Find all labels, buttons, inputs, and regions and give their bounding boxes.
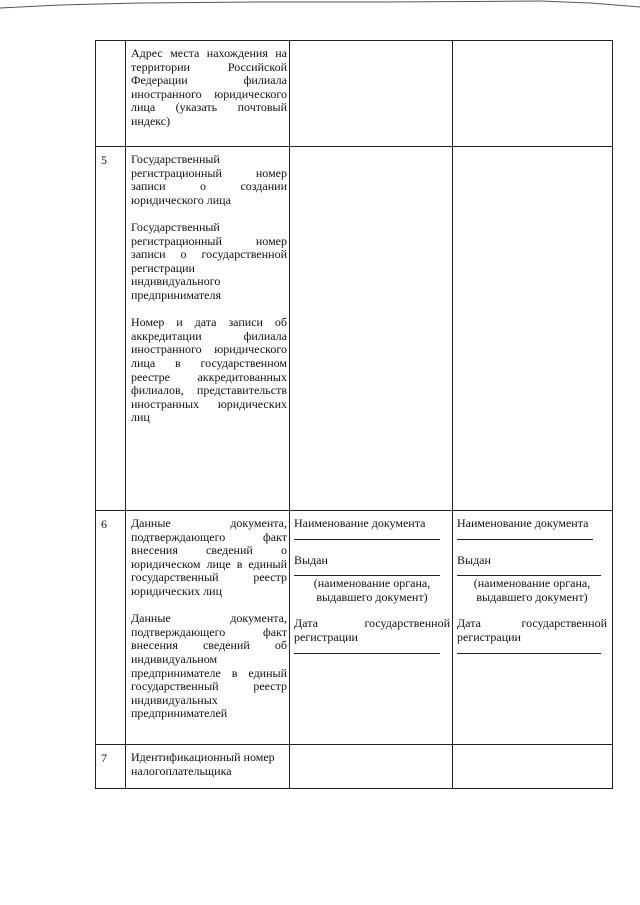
reg-date-word: государственной [521,616,607,631]
reg-date-line[interactable] [294,645,440,654]
document-name-line[interactable] [294,531,440,540]
issued-label: Выдан [294,552,328,567]
description-text: Идентификационный номер налогоплательщика [131,750,275,778]
document-name-label: Наименование документа [457,516,589,530]
reg-date-word: государственной [364,616,450,631]
reg-date-label [294,617,450,631]
row-description [131,153,287,425]
row-description [131,517,287,721]
document-fields-column-3 [294,517,450,654]
description-text: Данные документа, подтверждающего факт внесения сведений об индивидуальном предпринимателе в единый государственный реестр индивидуальных предпринимателей [131,611,287,721]
issuer-caption: (наименование органа, выдавшего документ) [313,576,431,604]
issued-line[interactable] [294,567,440,576]
table-row [96,744,612,789]
description-text: Номер и дата записи об аккредитации филиала иностранного юридического лица в государственном реестре аккредитованных филиалов, представительств иностранных юридических лиц [131,315,287,425]
table-row [96,146,612,511]
description-text: Государственный регистрационный номер записи о создании юридического лица [131,152,287,207]
issued-line[interactable] [457,567,601,576]
table-row [96,510,612,745]
issuer-caption: (наименование органа, выдавшего документ) [473,576,591,604]
scan-edge [0,0,640,14]
reg-date-label-cont: регистрации [294,629,358,644]
issued-label: Выдан [457,552,491,567]
row-number: 6 [101,517,107,531]
row-number: 7 [101,751,107,765]
document-fields-column-4 [457,517,607,654]
table-row [96,40,612,147]
description-text: Адрес места нахождения на территории Российской Федерации филиала иностранного юридического лица (указать почтовый индекс) [131,46,287,128]
row-description [131,47,287,129]
reg-date-label-cont: регистрации [457,629,521,644]
description-text: Данные документа, подтверждающего факт внесения сведений о юридическом лице в единый государственный реестр юридических лиц [131,516,287,598]
row-description [131,751,287,778]
document-name-label: Наименование документа [294,516,426,530]
reg-date-word: Дата [294,616,318,631]
description-text: Государственный регистрационный номер записи о государственной регистрации индивидуального предпринимателя [131,219,287,302]
reg-date-word: Дата [457,616,481,631]
data-table [95,40,613,789]
document-name-line[interactable] [457,531,593,540]
reg-date-line[interactable] [457,645,601,654]
row-number: 5 [101,153,107,167]
reg-date-label [457,617,607,631]
